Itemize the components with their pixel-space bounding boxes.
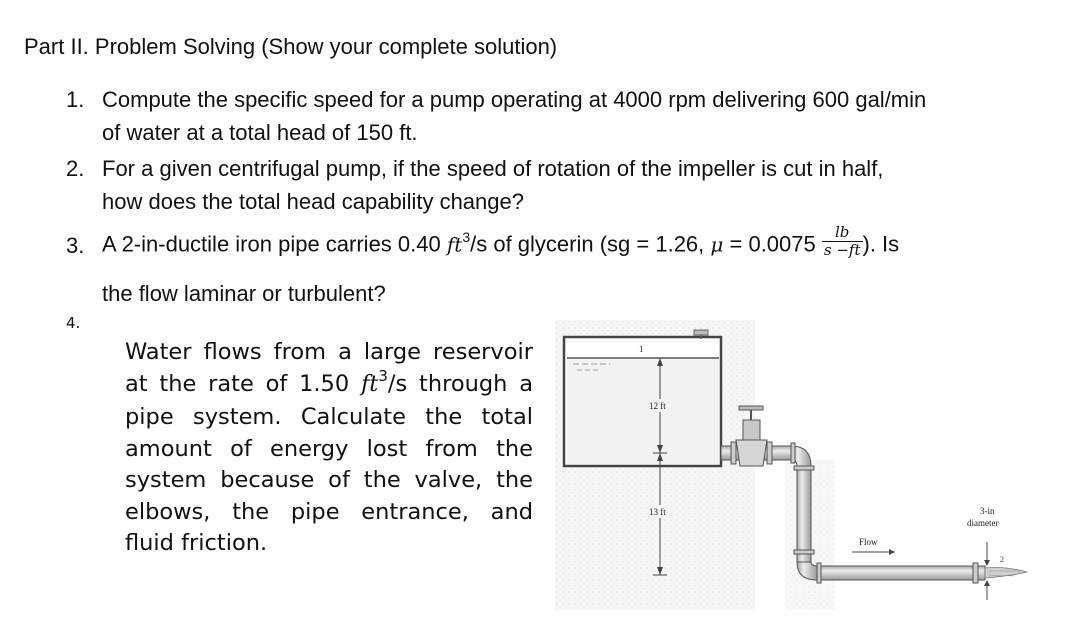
pipe-flange (731, 442, 736, 464)
tank-vent (694, 330, 708, 335)
problem-3-text-pre: A 2-in-ductile iron pipe carries 0.40 (102, 231, 447, 257)
problem-3-text-eq: = 0.0075 (723, 231, 822, 257)
problem-4-line-2-head: at the rate of 1.50 (125, 370, 361, 397)
problem-4-line (125, 366, 533, 403)
valve-bonnet (743, 420, 760, 440)
diameter-arrow-head (984, 560, 990, 566)
problem-3-line-1 (102, 223, 900, 263)
reservoir-pipe-figure (555, 320, 1045, 610)
pipe-flange (767, 442, 772, 464)
elbow-flange (817, 563, 821, 583)
pipe-flange (794, 550, 814, 554)
point-2-label: 2 (1000, 555, 1004, 564)
flow-unit-ft-4: ft (360, 370, 379, 397)
problem-1-number: 1. (66, 87, 85, 112)
problem-4-line: fluid friction. (125, 530, 268, 556)
pipe-flange (794, 466, 814, 470)
water-body (567, 358, 719, 464)
point-1-label: 1 (639, 344, 644, 354)
pipe-flange (973, 563, 978, 583)
flow-label: Flow (859, 537, 878, 547)
problem-4-text (125, 337, 533, 560)
diameter-label-line-2: diameter (967, 518, 999, 528)
flow-unit-exponent-4: 3 (378, 366, 388, 385)
flow-arrow-head (889, 549, 895, 555)
bottom-pipe (821, 566, 985, 580)
flow-unit-exponent: 3 (462, 229, 471, 246)
problem-4-line: pipe system. Calculate the total (125, 404, 533, 430)
vertical-pipe (797, 466, 811, 562)
dimension-upper-label: 12 ft (649, 401, 666, 411)
problem-1-line-2: of water at a total head of 150 ft. (102, 120, 418, 145)
problem-1-line-1: Compute the specific speed for a pump operating at 4000 rpm delivering 600 gal/min (102, 87, 927, 112)
fraction-numerator: lb (822, 224, 863, 242)
problem-3-text-post: ). Is (862, 231, 900, 257)
viscosity-symbol: μ (710, 232, 724, 257)
valve-body (736, 440, 767, 466)
elbow-flange (791, 443, 795, 463)
page-heading: Part II. Problem Solving (Show your complete solution) (24, 34, 558, 59)
problem-4-number: 4. (66, 314, 81, 332)
problem-2-number: 2. (66, 156, 85, 181)
problem-4-line: Water flows from a large reservoir (125, 339, 533, 365)
outlet-jet (985, 568, 1027, 579)
viscosity-unit-fraction (822, 224, 863, 259)
diameter-label-line-1: 3-in (980, 506, 995, 516)
problem-4-line: elbows, the pipe entrance, and (125, 498, 533, 525)
problem-3-text-mid: /s of glycerin (sg = 1.26, (470, 231, 711, 257)
problem-2-line-2: how does the total head capability change? (102, 189, 524, 214)
problem-3-number: 3. (66, 233, 85, 258)
problem-4-line: amount of energy lost from the (125, 435, 533, 462)
flow-unit-ft: ft (446, 232, 463, 257)
problem-2-line-1: For a given centrifugal pump, if the speed of rotation of the impeller is cut in half, (102, 156, 884, 181)
dimension-lower-label: 13 ft (649, 507, 666, 517)
valve-handwheel (739, 406, 763, 410)
problem-4-line: system because of the valve, the (125, 467, 533, 493)
problem-4-line-2-tail: /s through a (387, 370, 533, 397)
diameter-arrow-head (984, 580, 990, 586)
problem-3-line-2: the flow laminar or turbulent? (102, 281, 386, 306)
fraction-denominator: s −ft (823, 241, 861, 259)
